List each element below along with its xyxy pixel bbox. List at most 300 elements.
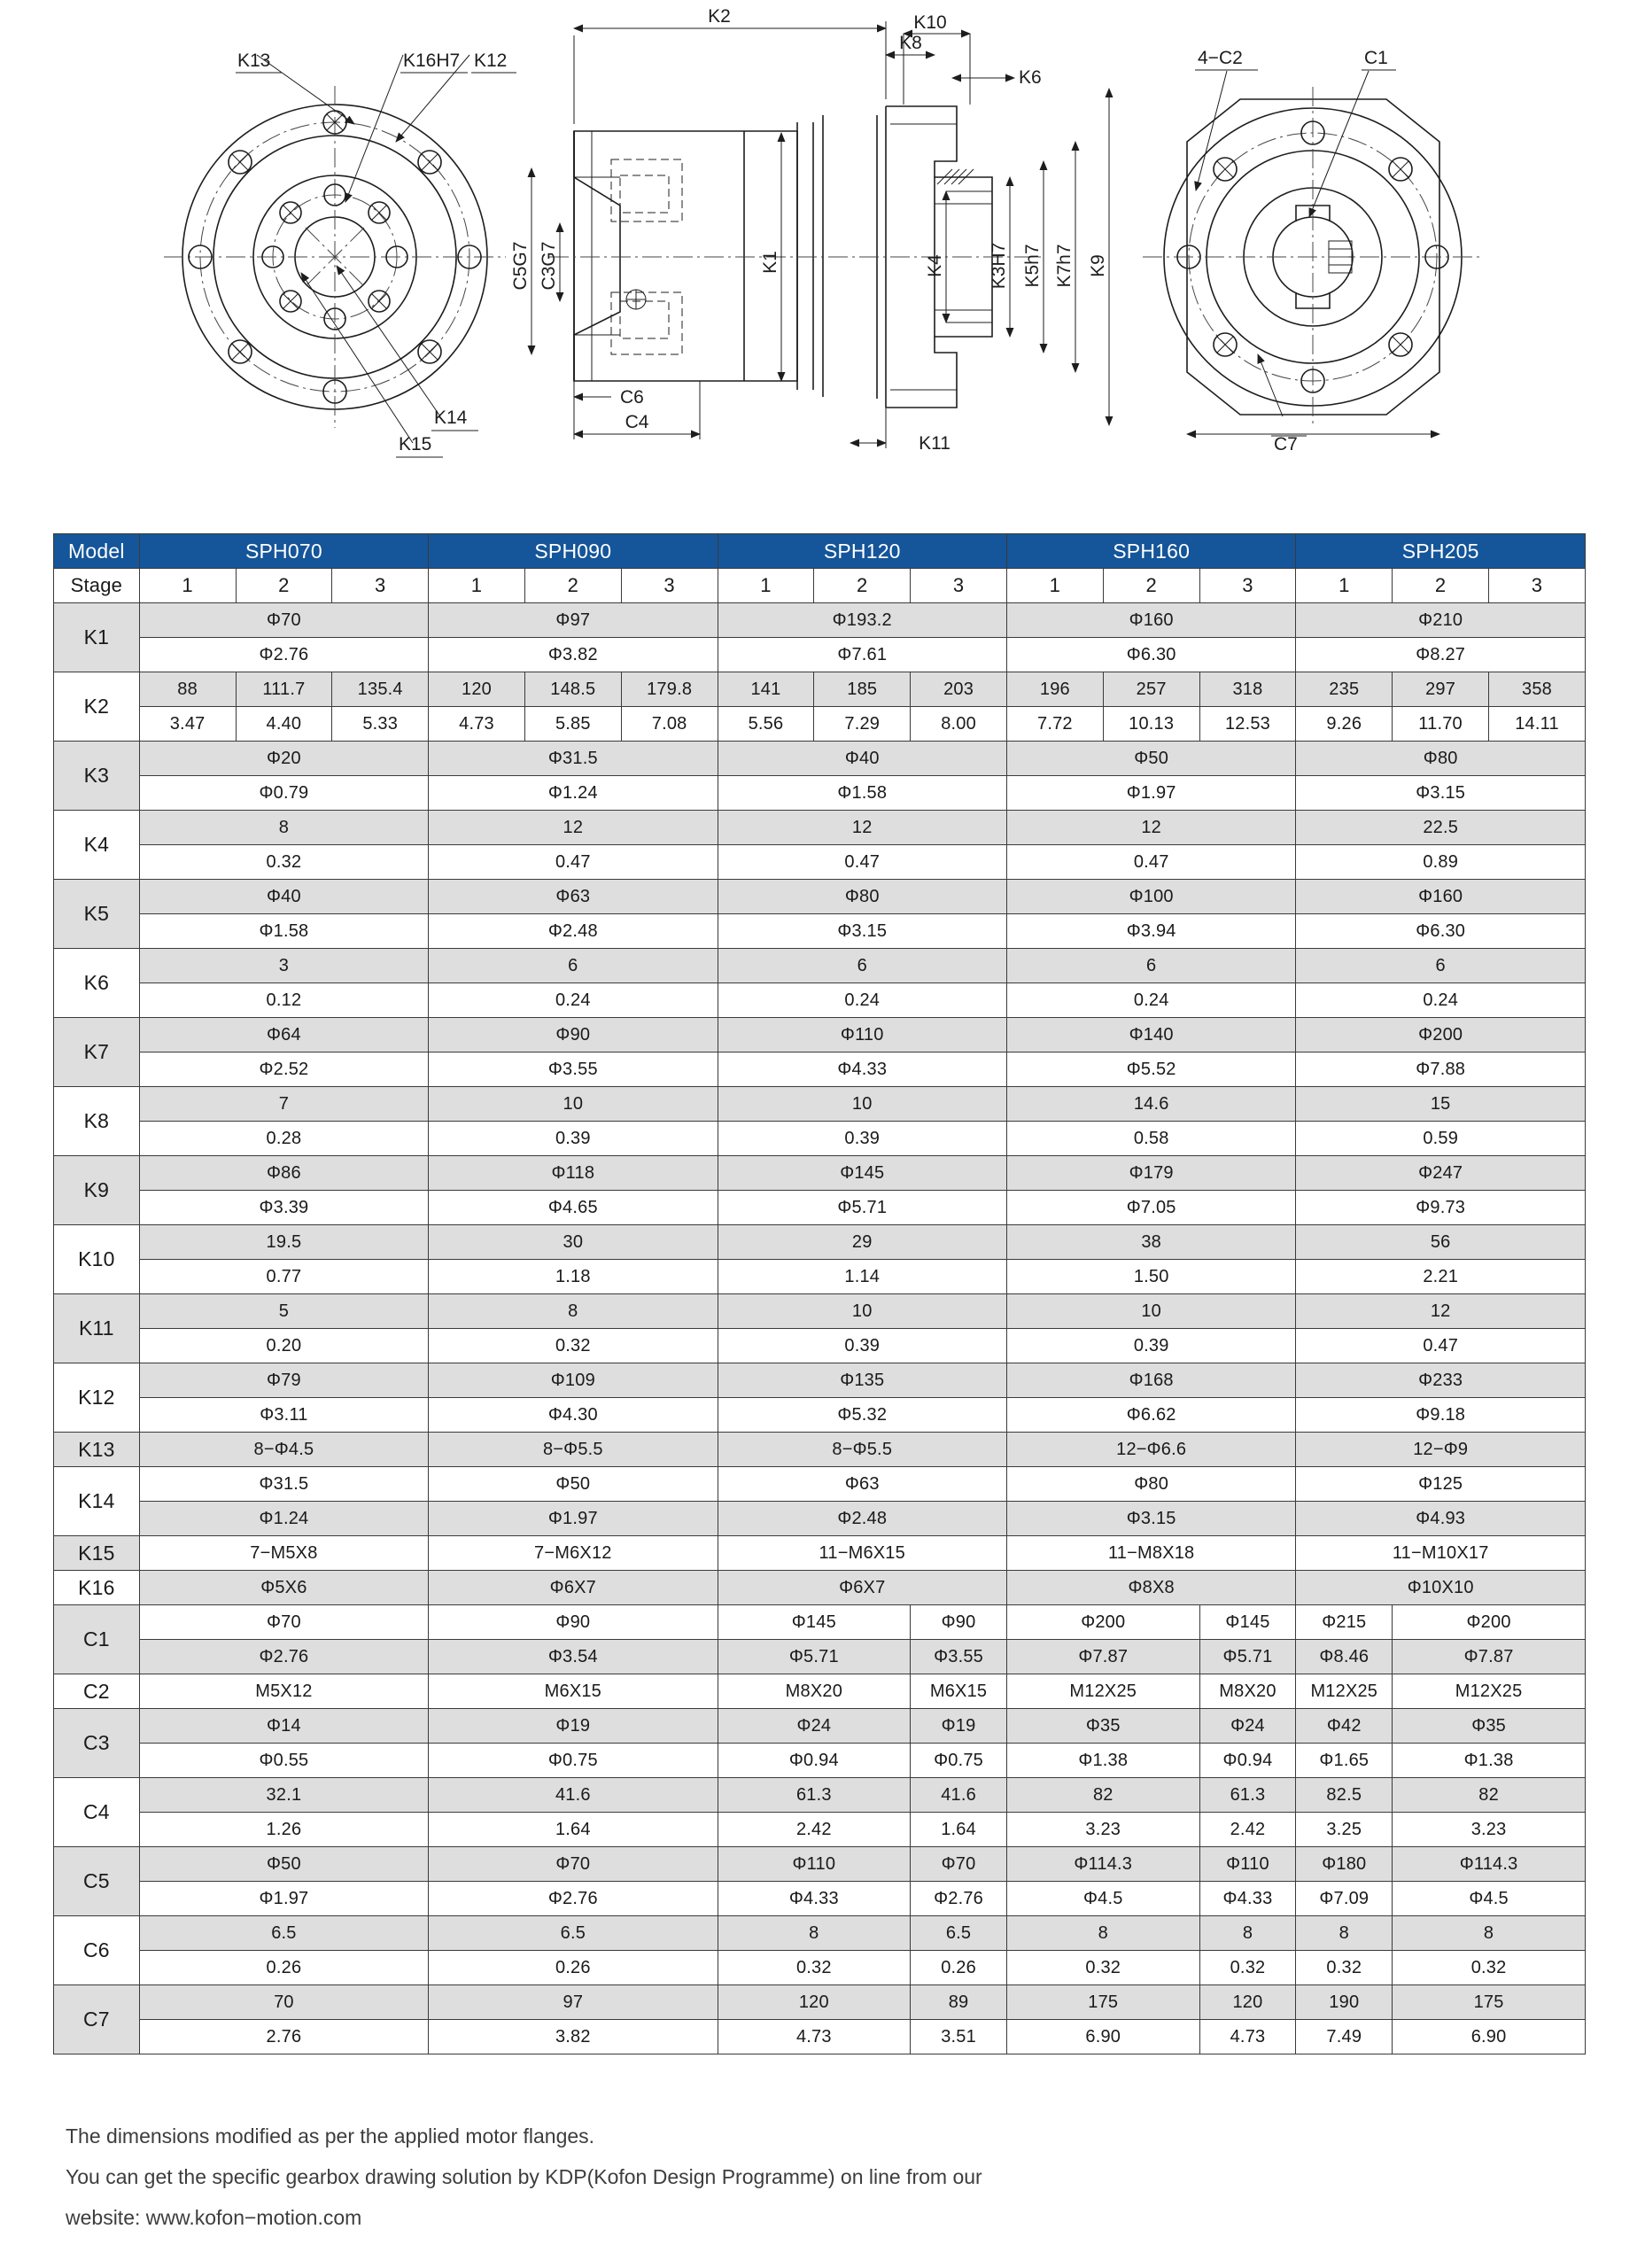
cell-c4-inch-7: 3.23 [1393,1813,1586,1847]
header-model-label: Model [54,534,140,569]
cell-k4-inch-3: 0.47 [1006,845,1295,880]
cell-c6-inch-2: 0.32 [718,1951,911,1985]
drawing-label-k9: K9 [1088,254,1108,277]
cell-c1-mm-4: Φ200 [1006,1605,1199,1640]
cell-k7-mm-1: Φ90 [429,1018,718,1052]
cell-c5-inch-0: Φ1.97 [139,1882,428,1916]
cell-c4-inch-1: 1.64 [429,1813,718,1847]
cell-c2-3: M6X15 [911,1674,1007,1709]
cell-k5-mm-2: Φ80 [718,880,1006,914]
cell-c6-mm-1: 6.5 [429,1916,718,1951]
cell-c3-mm-4: Φ35 [1006,1709,1199,1744]
table-row-k5-mm [54,880,1586,914]
table-row-c3-mm [54,1709,1586,1744]
row-label-k11: K11 [54,1294,140,1363]
header-stage-3: 3 [1488,569,1585,603]
gearbox-drawing-svg [0,0,1645,514]
header-model-sph070: SPH070 [139,534,428,569]
cell-c5-mm-3: Φ70 [911,1847,1007,1882]
cell-k5-inch-2: Φ3.15 [718,914,1006,949]
cell-c3-mm-5: Φ24 [1199,1709,1296,1744]
drawing-label-c3g7: C3G7 [539,241,559,291]
cell-k10-mm-1: 30 [429,1225,718,1260]
drawing-label-k15: K15 [399,434,432,454]
table-row-k9-inch [54,1191,1586,1225]
row-label-k7: K7 [54,1018,140,1087]
cell-c4-mm-3: 41.6 [911,1778,1007,1813]
cell-k11-inch-4: 0.47 [1296,1329,1586,1363]
cell-c6-inch-3: 0.26 [911,1951,1007,1985]
cell-k4-mm-1: 12 [429,811,718,845]
cell-k3-inch-1: Φ1.24 [429,776,718,811]
row-label-k3: K3 [54,742,140,811]
table-row-c2 [54,1674,1586,1709]
cell-c5-inch-7: Φ4.5 [1393,1882,1586,1916]
table-header-model-row [54,534,1586,569]
cell-k13-1: 8−Φ5.5 [429,1433,718,1467]
cell-c6-mm-2: 8 [718,1916,911,1951]
drawing-label-c7: C7 [1274,434,1298,454]
cell-c4-inch-3: 1.64 [911,1813,1007,1847]
cell-k2-mm-14: 358 [1488,672,1585,707]
cell-c2-7: M12X25 [1393,1674,1586,1709]
header-stage-1: 1 [429,569,525,603]
cell-k12-mm-0: Φ79 [139,1363,428,1398]
cell-k10-mm-4: 56 [1296,1225,1586,1260]
cell-k5-inch-1: Φ2.48 [429,914,718,949]
cell-c6-mm-6: 8 [1296,1916,1393,1951]
cell-c3-inch-0: Φ0.55 [139,1744,428,1778]
cell-k1-inch-0: Φ2.76 [139,638,428,672]
cell-k3-inch-4: Φ3.15 [1296,776,1586,811]
cell-c6-mm-7: 8 [1393,1916,1586,1951]
cell-c1-inch-6: Φ8.46 [1296,1640,1393,1674]
cell-c3-inch-4: Φ1.38 [1006,1744,1199,1778]
drawing-label-k12: K12 [474,50,508,71]
cell-k6-mm-2: 6 [718,949,1006,983]
note-line-3: website: www.kofon−motion.com [66,2206,362,2229]
row-label-k1: K1 [54,603,140,672]
row-label-k14: K14 [54,1467,140,1536]
cell-k8-inch-0: 0.28 [139,1122,428,1156]
center-section-view [510,6,1109,454]
cell-k2-inch-8: 8.00 [911,707,1007,742]
row-label-k9: K9 [54,1156,140,1225]
table-row-k10-mm [54,1225,1586,1260]
table-row-k1-mm [54,603,1586,638]
specification-table [53,533,1586,2054]
cell-c1-inch-4: Φ7.87 [1006,1640,1199,1674]
cell-k2-mm-0: 88 [139,672,236,707]
cell-k13-0: 8−Φ4.5 [139,1433,428,1467]
cell-k15-3: 11−M8X18 [1006,1536,1295,1571]
cell-k9-mm-2: Φ145 [718,1156,1006,1191]
cell-k11-inch-3: 0.39 [1006,1329,1295,1363]
table-row-k12-inch [54,1398,1586,1433]
cell-k11-mm-3: 10 [1006,1294,1295,1329]
drawing-label-c1: C1 [1364,48,1388,68]
cell-c6-inch-7: 0.32 [1393,1951,1586,1985]
cell-k8-inch-3: 0.58 [1006,1122,1295,1156]
cell-c7-inch-6: 7.49 [1296,2020,1393,2054]
cell-k11-mm-0: 5 [139,1294,428,1329]
table-row-k8-inch [54,1122,1586,1156]
cell-c1-inch-3: Φ3.55 [911,1640,1007,1674]
cell-k8-mm-0: 7 [139,1087,428,1122]
cell-c1-mm-7: Φ200 [1393,1605,1586,1640]
row-label-k15: K15 [54,1536,140,1571]
cell-c3-mm-3: Φ19 [911,1709,1007,1744]
header-model-sph160: SPH160 [1006,534,1295,569]
cell-k2-mm-6: 141 [718,672,814,707]
drawing-label-k14: K14 [434,408,468,428]
cell-c1-inch-0: Φ2.76 [139,1640,428,1674]
row-label-k13: K13 [54,1433,140,1467]
cell-k2-mm-2: 135.4 [332,672,429,707]
cell-c3-inch-7: Φ1.38 [1393,1744,1586,1778]
cell-k12-mm-1: Φ109 [429,1363,718,1398]
cell-c5-inch-5: Φ4.33 [1199,1882,1296,1916]
table-row-k11-inch [54,1329,1586,1363]
cell-c1-mm-1: Φ90 [429,1605,718,1640]
drawing-label-k4: K4 [925,254,945,277]
cell-k16-3: Φ8X8 [1006,1571,1295,1605]
cell-k2-mm-12: 235 [1296,672,1393,707]
row-label-k5: K5 [54,880,140,949]
table-row-k5-inch [54,914,1586,949]
cell-k14-mm-3: Φ80 [1006,1467,1295,1502]
cell-k8-mm-1: 10 [429,1087,718,1122]
cell-k3-inch-3: Φ1.97 [1006,776,1295,811]
cell-k3-mm-3: Φ50 [1006,742,1295,776]
cell-k2-mm-5: 179.8 [621,672,718,707]
drawing-label-c5g7: C5G7 [510,241,531,291]
cell-c7-inch-0: 2.76 [139,2020,428,2054]
header-stage-2: 2 [524,569,621,603]
table-row-k4-mm [54,811,1586,845]
cell-k6-inch-2: 0.24 [718,983,1006,1018]
cell-k4-mm-4: 22.5 [1296,811,1586,845]
cell-k2-mm-10: 257 [1103,672,1199,707]
cell-c7-mm-6: 190 [1296,1985,1393,2020]
cell-c1-mm-0: Φ70 [139,1605,428,1640]
cell-k10-inch-0: 0.77 [139,1260,428,1294]
cell-k7-mm-3: Φ140 [1006,1018,1295,1052]
cell-c1-inch-1: Φ3.54 [429,1640,718,1674]
row-label-k10: K10 [54,1225,140,1294]
cell-c5-inch-4: Φ4.5 [1006,1882,1199,1916]
cell-k16-1: Φ6X7 [429,1571,718,1605]
right-circular-view [1143,48,1484,454]
cell-k12-mm-4: Φ233 [1296,1363,1586,1398]
cell-c6-inch-4: 0.32 [1006,1951,1199,1985]
header-stage-1: 1 [1006,569,1103,603]
cell-k11-inch-2: 0.39 [718,1329,1006,1363]
table-row-k13 [54,1433,1586,1467]
cell-c5-inch-3: Φ2.76 [911,1882,1007,1916]
cell-k2-inch-14: 14.11 [1488,707,1585,742]
cell-k7-mm-2: Φ110 [718,1018,1006,1052]
drawing-label-k1: K1 [760,251,780,274]
cell-c7-inch-4: 6.90 [1006,2020,1199,2054]
cell-k1-inch-1: Φ3.82 [429,638,718,672]
cell-k2-mm-4: 148.5 [524,672,621,707]
cell-k3-mm-1: Φ31.5 [429,742,718,776]
row-label-c4: C4 [54,1778,140,1847]
cell-c6-inch-1: 0.26 [429,1951,718,1985]
table-row-c1-mm [54,1605,1586,1640]
header-model-sph090: SPH090 [429,534,718,569]
table-row-k2-inch [54,707,1586,742]
cell-k4-inch-4: 0.89 [1296,845,1586,880]
cell-k11-inch-1: 0.32 [429,1329,718,1363]
cell-c3-inch-1: Φ0.75 [429,1744,718,1778]
cell-c1-mm-3: Φ90 [911,1605,1007,1640]
cell-k5-mm-0: Φ40 [139,880,428,914]
table-row-k3-mm [54,742,1586,776]
cell-k13-4: 12−Φ9 [1296,1433,1586,1467]
cell-k8-inch-2: 0.39 [718,1122,1006,1156]
row-label-c3: C3 [54,1709,140,1778]
cell-c6-mm-5: 8 [1199,1916,1296,1951]
cell-k8-inch-4: 0.59 [1296,1122,1586,1156]
cell-k2-mm-1: 111.7 [236,672,332,707]
cell-k6-inch-3: 0.24 [1006,983,1295,1018]
cell-k11-mm-1: 8 [429,1294,718,1329]
cell-k10-inch-1: 1.18 [429,1260,718,1294]
cell-k7-inch-0: Φ2.52 [139,1052,428,1087]
header-stage-2: 2 [1103,569,1199,603]
drawing-label-k8: K8 [899,33,922,53]
drawing-label-c4: C4 [625,412,649,432]
cell-c4-inch-2: 2.42 [718,1813,911,1847]
header-stage-3: 3 [911,569,1007,603]
table-row-c3-inch [54,1744,1586,1778]
table-row-k10-inch [54,1260,1586,1294]
cell-k5-inch-4: Φ6.30 [1296,914,1586,949]
cell-c4-mm-2: 61.3 [718,1778,911,1813]
cell-k12-inch-1: Φ4.30 [429,1398,718,1433]
cell-c3-inch-2: Φ0.94 [718,1744,911,1778]
cell-k10-mm-3: 38 [1006,1225,1295,1260]
table-row-k14-inch [54,1502,1586,1536]
cell-k1-inch-2: Φ7.61 [718,638,1006,672]
cell-k2-inch-7: 7.29 [814,707,911,742]
cell-k6-mm-4: 6 [1296,949,1586,983]
cell-k2-inch-9: 7.72 [1006,707,1103,742]
table-row-c6-mm [54,1916,1586,1951]
cell-k16-4: Φ10X10 [1296,1571,1586,1605]
cell-k7-mm-4: Φ200 [1296,1018,1586,1052]
header-model-sph120: SPH120 [718,534,1006,569]
cell-k7-inch-3: Φ5.52 [1006,1052,1295,1087]
cell-c2-1: M6X15 [429,1674,718,1709]
cell-k14-inch-0: Φ1.24 [139,1502,428,1536]
cell-k2-mm-13: 297 [1393,672,1489,707]
cell-k2-mm-9: 196 [1006,672,1103,707]
cell-c5-inch-1: Φ2.76 [429,1882,718,1916]
cell-k14-mm-0: Φ31.5 [139,1467,428,1502]
cell-k4-inch-2: 0.47 [718,845,1006,880]
cell-c1-inch-7: Φ7.87 [1393,1640,1586,1674]
cell-c1-inch-2: Φ5.71 [718,1640,911,1674]
cell-k4-mm-3: 12 [1006,811,1295,845]
cell-c6-inch-6: 0.32 [1296,1951,1393,1985]
header-stage-1: 1 [718,569,814,603]
cell-k1-inch-3: Φ6.30 [1006,638,1295,672]
cell-k11-mm-4: 12 [1296,1294,1586,1329]
cell-c3-inch-3: Φ0.75 [911,1744,1007,1778]
cell-c3-mm-6: Φ42 [1296,1709,1393,1744]
table-row-c7-mm [54,1985,1586,2020]
cell-c2-0: M5X12 [139,1674,428,1709]
cell-c3-mm-1: Φ19 [429,1709,718,1744]
table-row-k12-mm [54,1363,1586,1398]
cell-k2-inch-11: 12.53 [1199,707,1296,742]
cell-c5-mm-7: Φ114.3 [1393,1847,1586,1882]
row-label-k4: K4 [54,811,140,880]
cell-k9-inch-0: Φ3.39 [139,1191,428,1225]
cell-k3-inch-0: Φ0.79 [139,776,428,811]
cell-k14-mm-4: Φ125 [1296,1467,1586,1502]
cell-c1-mm-5: Φ145 [1199,1605,1296,1640]
row-label-c5: C5 [54,1847,140,1916]
table-row-k9-mm [54,1156,1586,1191]
drawing-label-k11: K11 [919,433,951,454]
row-label-k8: K8 [54,1087,140,1156]
cell-k2-inch-6: 5.56 [718,707,814,742]
cell-k2-inch-13: 11.70 [1393,707,1489,742]
drawing-label-k16h7: K16H7 [403,50,461,71]
cell-c3-mm-0: Φ14 [139,1709,428,1744]
row-label-c2: C2 [54,1674,140,1709]
cell-c3-inch-6: Φ1.65 [1296,1744,1393,1778]
cell-k2-mm-7: 185 [814,672,911,707]
drawing-label-k5h7: K5h7 [1022,244,1043,288]
table-row-c4-mm [54,1778,1586,1813]
cell-k2-inch-0: 3.47 [139,707,236,742]
cell-c7-mm-4: 175 [1006,1985,1199,2020]
cell-c5-mm-5: Φ110 [1199,1847,1296,1882]
cell-k9-mm-3: Φ179 [1006,1156,1295,1191]
cell-k4-inch-0: 0.32 [139,845,428,880]
cell-c7-mm-2: 120 [718,1985,911,2020]
cell-k2-inch-5: 7.08 [621,707,718,742]
cell-k4-mm-0: 8 [139,811,428,845]
drawing-label-k13: K13 [237,50,271,71]
drawing-label-4c2: 4−C2 [1198,48,1243,68]
cell-k5-mm-4: Φ160 [1296,880,1586,914]
row-label-c6: C6 [54,1916,140,1985]
cell-k14-mm-2: Φ63 [718,1467,1006,1502]
cell-k10-inch-2: 1.14 [718,1260,1006,1294]
table-row-c5-inch [54,1882,1586,1916]
specification-table-wrapper [53,533,1586,2054]
cell-c5-mm-6: Φ180 [1296,1847,1393,1882]
header-stage-1: 1 [1296,569,1393,603]
cell-c7-inch-5: 4.73 [1199,2020,1296,2054]
cell-k10-inch-3: 1.50 [1006,1260,1295,1294]
left-circular-view [164,50,516,457]
cell-k14-inch-3: Φ3.15 [1006,1502,1295,1536]
cell-k2-mm-3: 120 [429,672,525,707]
cell-c6-mm-4: 8 [1006,1916,1199,1951]
cell-k3-inch-2: Φ1.58 [718,776,1006,811]
row-label-c1: C1 [54,1605,140,1674]
cell-c7-mm-1: 97 [429,1985,718,2020]
cell-c4-mm-0: 32.1 [139,1778,428,1813]
cell-k13-3: 12−Φ6.6 [1006,1433,1295,1467]
cell-k5-inch-3: Φ3.94 [1006,914,1295,949]
table-row-k6-mm [54,949,1586,983]
cell-c4-inch-5: 2.42 [1199,1813,1296,1847]
table-row-k16 [54,1571,1586,1605]
cell-k4-mm-2: 12 [718,811,1006,845]
cell-c4-inch-0: 1.26 [139,1813,428,1847]
footer-notes [66,2116,1394,2238]
cell-c7-inch-1: 3.82 [429,2020,718,2054]
cell-k5-inch-0: Φ1.58 [139,914,428,949]
cell-k14-inch-2: Φ2.48 [718,1502,1006,1536]
drawing-label-k2: K2 [708,6,731,27]
cell-k6-inch-4: 0.24 [1296,983,1586,1018]
cell-k14-mm-1: Φ50 [429,1467,718,1502]
cell-k16-2: Φ6X7 [718,1571,1006,1605]
cell-k9-inch-2: Φ5.71 [718,1191,1006,1225]
table-row-k14-mm [54,1467,1586,1502]
cell-k4-inch-1: 0.47 [429,845,718,880]
cell-k11-inch-0: 0.20 [139,1329,428,1363]
header-stage-2: 2 [814,569,911,603]
cell-k6-inch-1: 0.24 [429,983,718,1018]
cell-k7-inch-2: Φ4.33 [718,1052,1006,1087]
drawing-label-k10: K10 [913,12,947,33]
header-stage-2: 2 [1393,569,1489,603]
cell-k5-mm-3: Φ100 [1006,880,1295,914]
header-stage-3: 3 [332,569,429,603]
cell-k15-1: 7−M6X12 [429,1536,718,1571]
row-label-k6: K6 [54,949,140,1018]
header-stage-3: 3 [621,569,718,603]
cell-c7-mm-3: 89 [911,1985,1007,2020]
cell-k7-mm-0: Φ64 [139,1018,428,1052]
cell-k9-inch-4: Φ9.73 [1296,1191,1586,1225]
cell-k6-inch-0: 0.12 [139,983,428,1018]
cell-k10-mm-0: 19.5 [139,1225,428,1260]
cell-c5-mm-0: Φ50 [139,1847,428,1882]
cell-c6-inch-0: 0.26 [139,1951,428,1985]
header-model-sph205: SPH205 [1296,534,1586,569]
header-stage-1: 1 [139,569,236,603]
table-row-k2-mm [54,672,1586,707]
cell-k14-inch-4: Φ4.93 [1296,1502,1586,1536]
drawing-label-c6: C6 [620,387,644,408]
cell-k7-inch-4: Φ7.88 [1296,1052,1586,1087]
row-label-k2: K2 [54,672,140,742]
cell-k11-mm-2: 10 [718,1294,1006,1329]
table-row-c7-inch [54,2020,1586,2054]
cell-k12-mm-3: Φ168 [1006,1363,1295,1398]
cell-k3-mm-0: Φ20 [139,742,428,776]
cell-c4-mm-4: 82 [1006,1778,1199,1813]
cell-c7-inch-7: 6.90 [1393,2020,1586,2054]
cell-k1-mm-4: Φ210 [1296,603,1586,638]
cell-k6-mm-3: 6 [1006,949,1295,983]
cell-k16-0: Φ5X6 [139,1571,428,1605]
cell-k6-mm-1: 6 [429,949,718,983]
cell-k2-inch-2: 5.33 [332,707,429,742]
table-row-k3-inch [54,776,1586,811]
